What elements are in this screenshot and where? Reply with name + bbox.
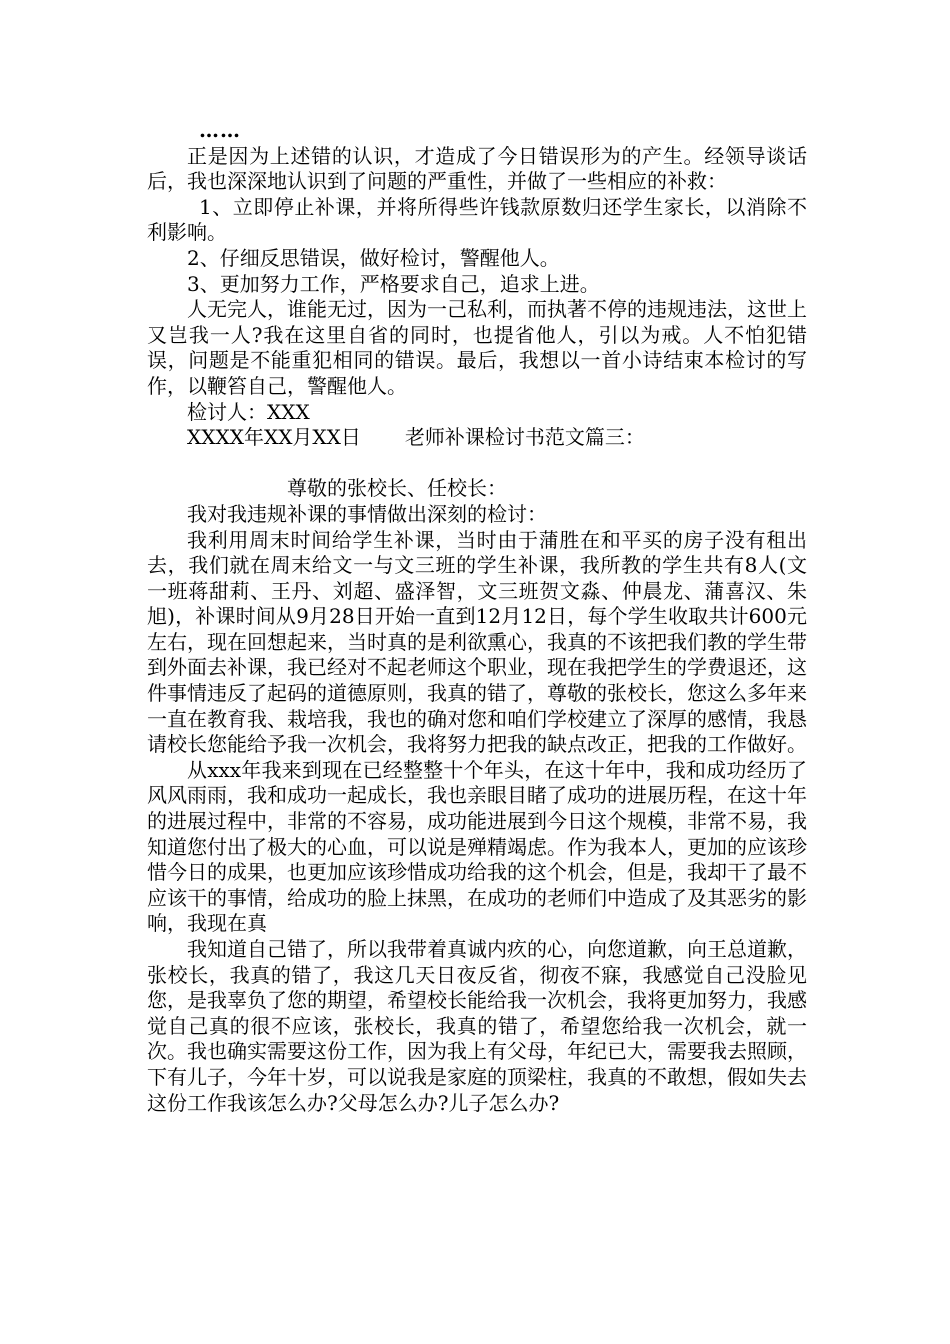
blank-line: [147, 451, 807, 477]
signature-line: 检讨人：XXX: [187, 399, 310, 424]
paragraph-opening: 我对我违规补课的事情做出深刻的检讨：: [187, 501, 547, 526]
paragraph-history: 从xxx年我来到现在已经整整十个年头，在这十年中，我和成功经历了风风雨雨，我和成功一起成长，我也亲眼目睹了成功的进展历程，在这十年的进展过程中，非常的不容易，成功能进展到今日这个规模，非常不易，我知道您付出了极大的心血，可以说是殚精竭虑。作为我本人，更加的应该珍惜今日的成果，也更加应该珍惜成功给我的这个机会，但是，我却干了最不应该干的事情，给成功的脸上抹黑，在成功的老师们中造成了及其恶劣的影响，我现在真: [147, 757, 807, 936]
paragraph-apology: 我知道自己错了，所以我带着真诚内疚的心，向您道歉，向王总道歉，张校长，我真的错了，我这几天日夜反省，彻夜不寐，我感觉自己没脸见您，是我辜负了您的期望，希望校长能给我一次机会，我将更加努力，我感觉自己真的很不应该，张校长，我真的错了，希望您给我一次机会，就一次。我也确实需要这份工作，因为我上有父母，年纪已大，需要我去照顾，下有儿子，今年十岁，可以说我是家庭的顶梁柱，我真的不敢想，假如失去这份工作我该怎么办?父母怎么办?儿子怎么办?: [147, 937, 807, 1115]
date-and-title-line: [147, 425, 807, 451]
salutation: 尊敬的张校长、任校长：: [287, 476, 507, 501]
list-item-remedy-3: 3、更加努力工作，严格要求自己，追求上进。: [187, 271, 600, 296]
document-page: [147, 118, 807, 1116]
paragraph-closing-reflection: 人无完人，谁能无过，因为一己私利，而执著不停的违规违法，这世上又岂我一人?我在这里自省的同时，也提省他人，引以为戒。人不怕犯错误，问题是不能重犯相同的错误。最后，我想以一首小诗结束本检讨的写作，以鞭笞自己，警醒他人。: [147, 297, 807, 398]
ellipsis-line: ……: [199, 118, 241, 142]
list-item-remedy-2: 2、仔细反思错误，做好检讨，警醒他人。: [187, 245, 560, 270]
section-title: 老师补课检讨书范文篇三：: [404, 425, 645, 450]
paragraph-remedy-intro: 正是因为上述错的认识，才造成了今日错误形为的产生。经领导谈话后，我也深深地认识到了问题的严重性，并做了一些相应的补救：: [147, 143, 807, 194]
paragraph-incident: 我利用周末时间给学生补课，当时由于蒲胜在和平买的房子没有租出去，我们就在周末给文一与文三班的学生补课，我所教的学生共有8人(文一班蒋甜莉、王丹、刘超、盛泽智，文三班贺文淼、仲晨龙、蒲喜汉、朱旭)，补课时间从9月28日开始一直到12月12日，每个学生收取共计600元左右，现在回想起来，当时真的是利欲熏心，我真的不该把我们教的学生带到外面去补课，我已经对不起老师这个职业，现在我把学生的学费退还，这件事情违反了起码的道德原则，我真的错了，尊敬的张校长，您这么多年来一直在教育我、栽培我，我也的确对您和咱们学校建立了深厚的感情，我恳请校长您能给予我一次机会，我将努力把我的缺点改正，把我的工作做好。: [147, 527, 807, 757]
list-item-remedy-1: 1、立即停止补课，并将所得些许钱款原数归还学生家长，以消除不利影响。: [147, 194, 807, 245]
date-text: XXXX年XX月XX日: [187, 425, 361, 450]
